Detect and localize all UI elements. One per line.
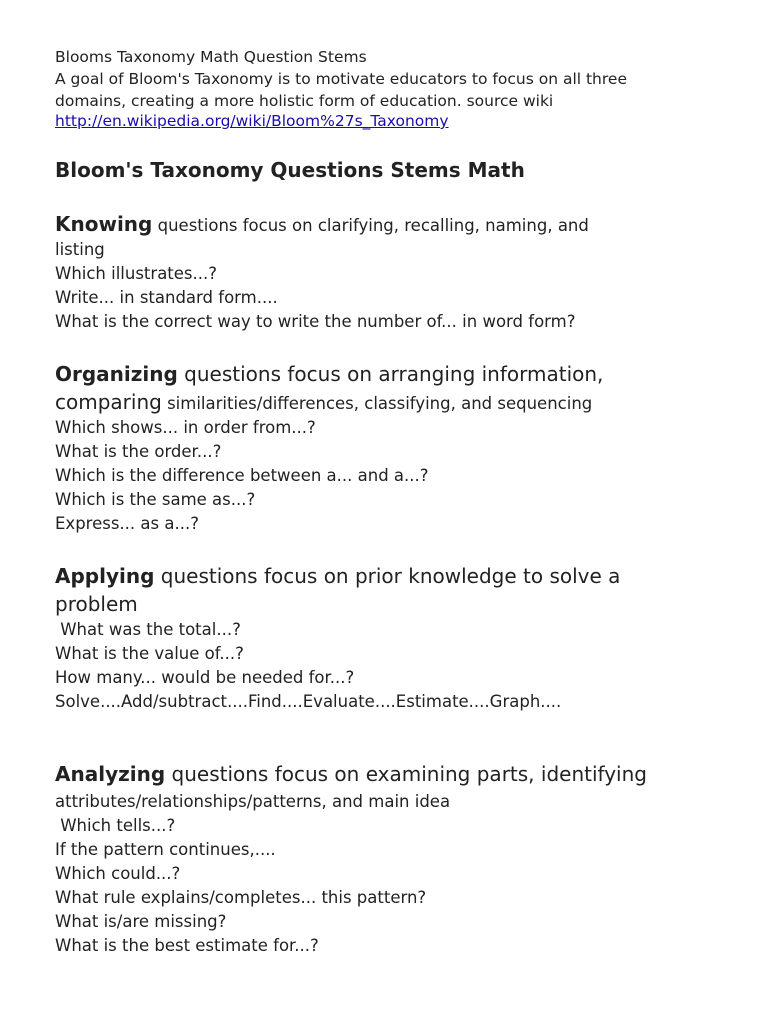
- list-item: Which is the difference between a... and a...?: [55, 466, 429, 485]
- list-item: Which shows... in order from...?: [55, 418, 316, 437]
- organizing-desc: questions focus on arranging information,: [177, 362, 604, 386]
- list-item: What is/are missing?: [55, 912, 227, 931]
- analyzing-header: [55, 762, 647, 786]
- list-item: Which tells...?: [55, 816, 176, 835]
- list-item: Express... as a...?: [55, 514, 199, 533]
- list-item: What is the best estimate for...?: [55, 936, 319, 955]
- organizing-header: [55, 362, 603, 386]
- applying-term: Applying: [55, 564, 155, 588]
- organizing-desc-cont: [55, 390, 592, 416]
- list-item: Which could...?: [55, 864, 181, 883]
- wiki-link-row: [55, 110, 449, 132]
- list-item: Solve....Add/subtract....Find....Evaluate....Estimate....Graph....: [55, 692, 562, 711]
- intro-line-1: A goal of Bloom's Taxonomy is to motivate educators to focus on all three: [55, 70, 627, 88]
- analyzing-desc: questions focus on examining parts, identifying: [165, 762, 647, 786]
- analyzing-term: Analyzing: [55, 762, 166, 786]
- list-item: Which illustrates...?: [55, 264, 218, 283]
- organizing-desc-rest: similarities/differences, classifying, and sequencing: [161, 394, 593, 413]
- wikipedia-link[interactable]: http://en.wikipedia.org/wiki/Bloom%27s_Taxonomy: [55, 112, 449, 130]
- section-heading: Bloom's Taxonomy Questions Stems Math: [55, 158, 525, 182]
- list-item: What is the value of...?: [55, 644, 244, 663]
- list-item: What is the correct way to write the number of... in word form?: [55, 312, 576, 331]
- organizing-desc-big: comparing: [55, 390, 162, 414]
- list-item: What rule explains/completes... this pattern?: [55, 888, 427, 907]
- knowing-desc: questions focus on clarifying, recalling, naming, and: [152, 216, 589, 235]
- knowing-desc-cont: listing: [55, 240, 105, 259]
- intro-line-2: domains, creating a more holistic form of education. source wiki: [55, 92, 554, 110]
- list-item: Write... in standard form....: [55, 288, 278, 307]
- applying-desc: questions focus on prior knowledge to solve a: [154, 564, 621, 588]
- knowing-header: [55, 212, 589, 238]
- applying-desc-cont: problem: [55, 592, 138, 616]
- list-item: What was the total...?: [55, 620, 241, 639]
- knowing-term: Knowing: [55, 212, 153, 236]
- applying-header: [55, 564, 620, 588]
- list-item: What is the order...?: [55, 442, 222, 461]
- analyzing-desc-cont: attributes/relationships/patterns, and main idea: [55, 792, 451, 811]
- list-item: If the pattern continues,....: [55, 840, 276, 859]
- list-item: Which is the same as...?: [55, 490, 256, 509]
- organizing-term: Organizing: [55, 362, 178, 386]
- list-item: How many... would be needed for...?: [55, 668, 355, 687]
- document-title: Blooms Taxonomy Math Question Stems: [55, 48, 367, 66]
